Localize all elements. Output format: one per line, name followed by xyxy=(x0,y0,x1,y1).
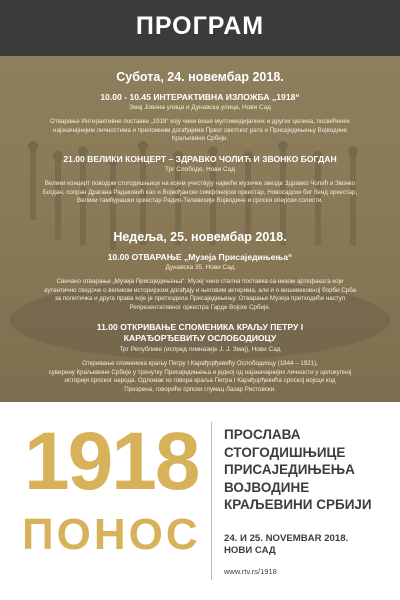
event-place: Трг Републике (испред гимназије Ј. Ј. Змај), Нови Сад xyxy=(119,346,281,353)
event-title: 10.00 ОТВАРАЊЕ „Музеја Присаједињења“ xyxy=(107,252,293,262)
logo-year: 1918 xyxy=(24,416,199,507)
event-dates: 24. И 25. NOVEMBAR 2018. НОВИ САД xyxy=(224,533,349,556)
event-description: Отварање Интерактивне поставке „1918“ коју чини више мултимедијалних и других целина, посвећених најзначајнијим личностима и преломним догађајима Првог светског рата и Присаједињењу Војводине Краљевини Србији. xyxy=(50,118,350,143)
event-description: Откривање споменика краљу Петру I Карађорђевићу Ослободиоцу (1844 – 1921), суверену Краљевине Србије у тренутку Присаједињења и једној од најзначајнијих личности у целокупној историји српског народа. Одломак из говора краља Петра I Карађорђевића српској војсци код Призрена, говориће српски глумац Лазар Ристовски. xyxy=(48,360,352,393)
event-description: Свечано отварање „Музеја Присаједињења“. Музеј чини стална поставка са низом артефаката који аутентично сведоче о великом историјском догађају и његовим актерима, али и о вишевековној борби Срба за политичка и друга права које је претходила Присаједињењу. Отварање Музеја претходиће наступ Репрезентативног оркестра Гарде Војске Србије. xyxy=(43,278,357,311)
event-title: 21.00 ВЕЛИКИ КОНЦЕРТ – ЗДРАВКО ЧОЛИЋ И ЗВОНКО БОГДАН xyxy=(63,154,337,164)
event-title: 11.00 ОТКРИВАЊЕ СПОМЕНИКА КРАЉУ ПЕТРУ I xyxy=(96,322,304,332)
footer-panel xyxy=(0,402,400,600)
event-place: Трг Слободе, Нови Сад xyxy=(165,166,235,173)
event-title: 10.00 - 10.45 ИНТЕРАКТИВНА ИЗЛОЖБА „1918“ xyxy=(100,92,300,102)
event-place: Змај Јовина улица и Дунавска улица, Нови Сад xyxy=(129,104,271,111)
event-title-line2: КАРАЂОРЂЕВИЋУ ОСЛОБОДИОЦУ xyxy=(123,333,277,343)
logo-word: ПОНОС xyxy=(22,510,201,559)
divider xyxy=(211,422,212,580)
program-content xyxy=(0,56,400,402)
day-date: Субота, 24. новембар 2018. xyxy=(116,70,284,84)
website-url[interactable]: www.rtv.rs/1918 xyxy=(224,567,277,576)
event-place: Дунавска 35, Нови Сад xyxy=(165,264,235,271)
program-title: ПРОГРАМ xyxy=(135,12,265,40)
celebration-heading: ПРОСЛАВА СТОГОДИШЊИЦЕ ПРИСАЈЕДИЊЕЊА ВОЈВОДИНЕ КРАЉЕВИНИ СРБИЈИ xyxy=(224,427,372,512)
event-description: Велики концерт поводом стогодишњице на којем учествују највеће музичке звезде Здравко Чолић и Звонко Богдан, сопран Драгана Радаковић као и Војвођански симфонијски оркестар, Новосадски биг бенд оркестар, Велики тамбурашки оркестар Радио-Телевизије Војводине и српски оперски солисти. xyxy=(42,180,358,205)
day-date: Недеља, 25. новембар 2018. xyxy=(113,230,287,244)
